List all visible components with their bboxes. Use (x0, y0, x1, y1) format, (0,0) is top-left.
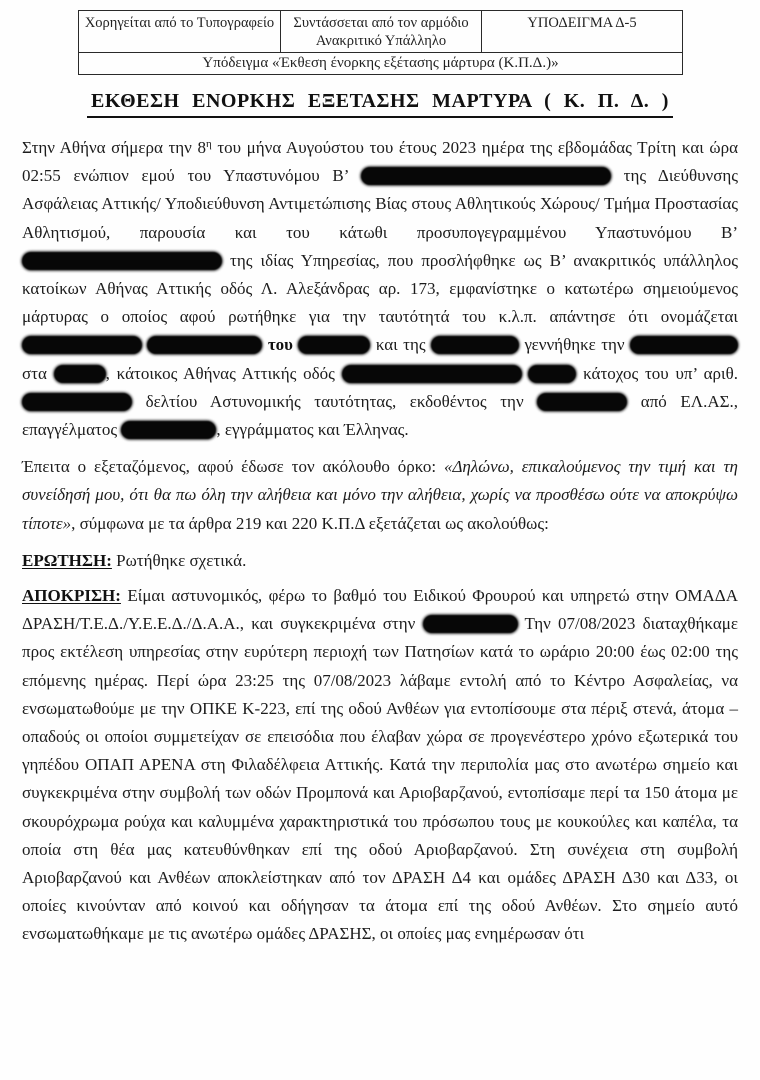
redaction-bar (342, 365, 522, 383)
header-cell-template-code: ΥΠΟΔΕΙΓΜΑ Δ-5 (481, 11, 682, 52)
bold-text-run: του (267, 335, 294, 355)
paragraph-answer: ΑΠΟΚΡΙΣΗ: Είμαι αστυνομικός, φέρω το βαθμό του Ειδικού Φρουρού και υπηρετώ στην ΟΜΑΔΑ ΔΡΑΣΗ/Τ.Ε.Δ./Υ.Ε.Ε.Δ./Δ.Α.Α., και συγκεκριμένα στην Την 07/08/2023 διαταχθήκαμε προς εκτέλεση υπηρεσίας στην ευρύτερη περιοχή των Πατησίων κατά το ωράριο 20:00 έως 02:00 της επόμενης ημέρας. Περί ώρα 23:25 της 07/08/2023 λάβαμε εντολή από το Κέντρο Ασφαλείας, να ενσωματωθούμε με την ΟΠΚΕ Κ-223, επί της οδού Ανθέων για εντοπίσουμε στα πέριξ στενά, άτομα – οπαδούς οι οποίοι συμμετείχαν σε επεισόδια που έλαβαν χώρα σε προγενέστερο χρόνο εξωτερικά του γηπέδου ΟΠΑΠ ΑΡΕΝΑ στη Φιλαδέλφεια Αττικής. Κατά την περιπολία μας στο ανωτέρω σημείο και συγκεκριμένα στην συμβολή των οδών Προμπονά και Αριοβαρζανού, εντοπίσαμε περί τα 150 άτομα με σκουρόχρωμα ρούχα και καλυμμένα χαρακτηριστικά του πρόσωπου τους με κουκούλες και καπέλα, τα οποία στη θέα μας κατευθύνθηκαν επί της οδού Αριοβαρζανού. Στη συνέχεια στη συμβολή Αριοβαρζανού και Ανθέων αποκλείστηκαν από τον ΔΡΑΣΗ Δ4 και ομάδες ΔΡΑΣΗ Δ30 και Δ33, οι οποίες κινούνταν από κοινού και οδήγησαν τα άτομα επί της οδού Ανθέων. Στο σημείο αυτό ενσωματωθήκαμε με τις ανωτέρω ομάδες ΔΡΑΣΗΣ, οι οποίες μας ενημέρωσαν ότι (22, 586, 738, 944)
redaction-bar (528, 365, 576, 383)
document-title-text: ΕΚΘΕΣΗ ΕΝΟΡΚΗΣ ΕΞΕΤΑΣΗΣ ΜΑΡΤΥΡΑ ( Κ. Π. Δ. ) (87, 90, 673, 118)
redaction-bar (147, 336, 262, 354)
header-form-subtitle: Υπόδειγμα «Έκθεση ένορκης εξέτασης μάρτυρα (Κ.Π.Δ.)» (79, 52, 682, 74)
document-title (0, 90, 760, 118)
section-label: ΕΡΩΤΗΣΗ: (22, 550, 112, 570)
redaction-bar (537, 393, 627, 411)
paragraph-opening: Στην Αθήνα σήμερα την $8^\eta$ του μήνα Αυγούστου του έτους 2023 ημέρα της εβδομάδας Τρίτη και ώρα 02:55 ενώπιον εμού του Υπαστυνόμου Β’ της Διεύθυνσης Ασφάλειας Αττικής/ Υποδιεύθυνση Αντιμετώπισης Βίας στους Αθλητικούς Χώρους/ Τμήμα Προστασίας Αθλητισμού, παρουσία και του κάτωθι προσυπογεγραμμένου Υπαστυνόμου Β’ της ιδίας Υπηρεσίας, που προσλήφθηκε ως Β’ ανακριτικός υπάλληλος κατοίκων Αθήνας Αττικής οδός Λ. Αλεξάνδρας αρ. 173, εμφανίστηκε ο κατωτέρω σημειούμενος μάρτυρας ο οποίος αφού ρωτήθηκε για την ταυτότητά του κ.λ.π. απάντησε ότι ονομάζεται του και της γεννήθηκε την στα , κάτοικος Αθήνας Αττικής οδός κάτοχος του υπ’ αριθ. δελτίου Αστυνομικής ταυτότητας, εκδοθέντος την από ΕΛ.ΑΣ., επαγγέλματος , εγγράμματος και Έλληνας. (22, 138, 738, 440)
header-form-table (78, 10, 683, 75)
redaction-bar (121, 421, 216, 439)
section-label: ΑΠΟΚΡΙΣΗ: (22, 586, 121, 606)
redaction-bar (630, 336, 738, 354)
redaction-bar (22, 252, 222, 270)
redaction-bar (361, 167, 611, 185)
header-cell-drafted-by-line1: Συντάσσεται από τον αρμόδιο (293, 15, 469, 31)
ordinal-superscript: η (205, 138, 212, 150)
redaction-bar (431, 336, 519, 354)
redaction-bar (22, 393, 132, 411)
paragraph-question: ΕΡΩΤΗΣΗ: Ρωτήθηκε σχετικά. (22, 550, 247, 570)
header-form-row-1 (79, 11, 682, 52)
redaction-bar (423, 615, 518, 633)
document-body (0, 134, 760, 958)
oath-quote-italic: «Δηλώνω, επικαλούμενος την τιμή και τη συνείδησή μου, ότι θα πω όλη την αλήθεια και μόνο την αλήθεια, χωρίς να προσθέσω ούτε να αποκρύψω τίποτε» (22, 457, 738, 533)
header-cell-drafted-by-line2: Ανακριτικό Υπάλληλο (315, 33, 447, 49)
redaction-bar (54, 365, 106, 383)
redaction-bar (22, 336, 142, 354)
redaction-bar (298, 336, 370, 354)
header-cell-drafted-by (280, 11, 481, 52)
header-cell-printing-office: Χορηγείται από το Τυπογραφείο (84, 15, 275, 31)
paragraph-oath: Έπειτα ο εξεταζόμενος, αφού έδωσε τον ακόλουθο όρκο: «Δηλώνω, επικαλούμενος την τιμή και τη συνείδησή μου, ότι θα πω όλη την αλήθεια και μόνο την αλήθεια, χωρίς να προσθέσω ούτε να αποκρύψω τίποτε», σύμφωνα με τα άρθρα 219 και 220 Κ.Π.Δ εξετάζεται ως ακολούθως: (22, 457, 738, 533)
